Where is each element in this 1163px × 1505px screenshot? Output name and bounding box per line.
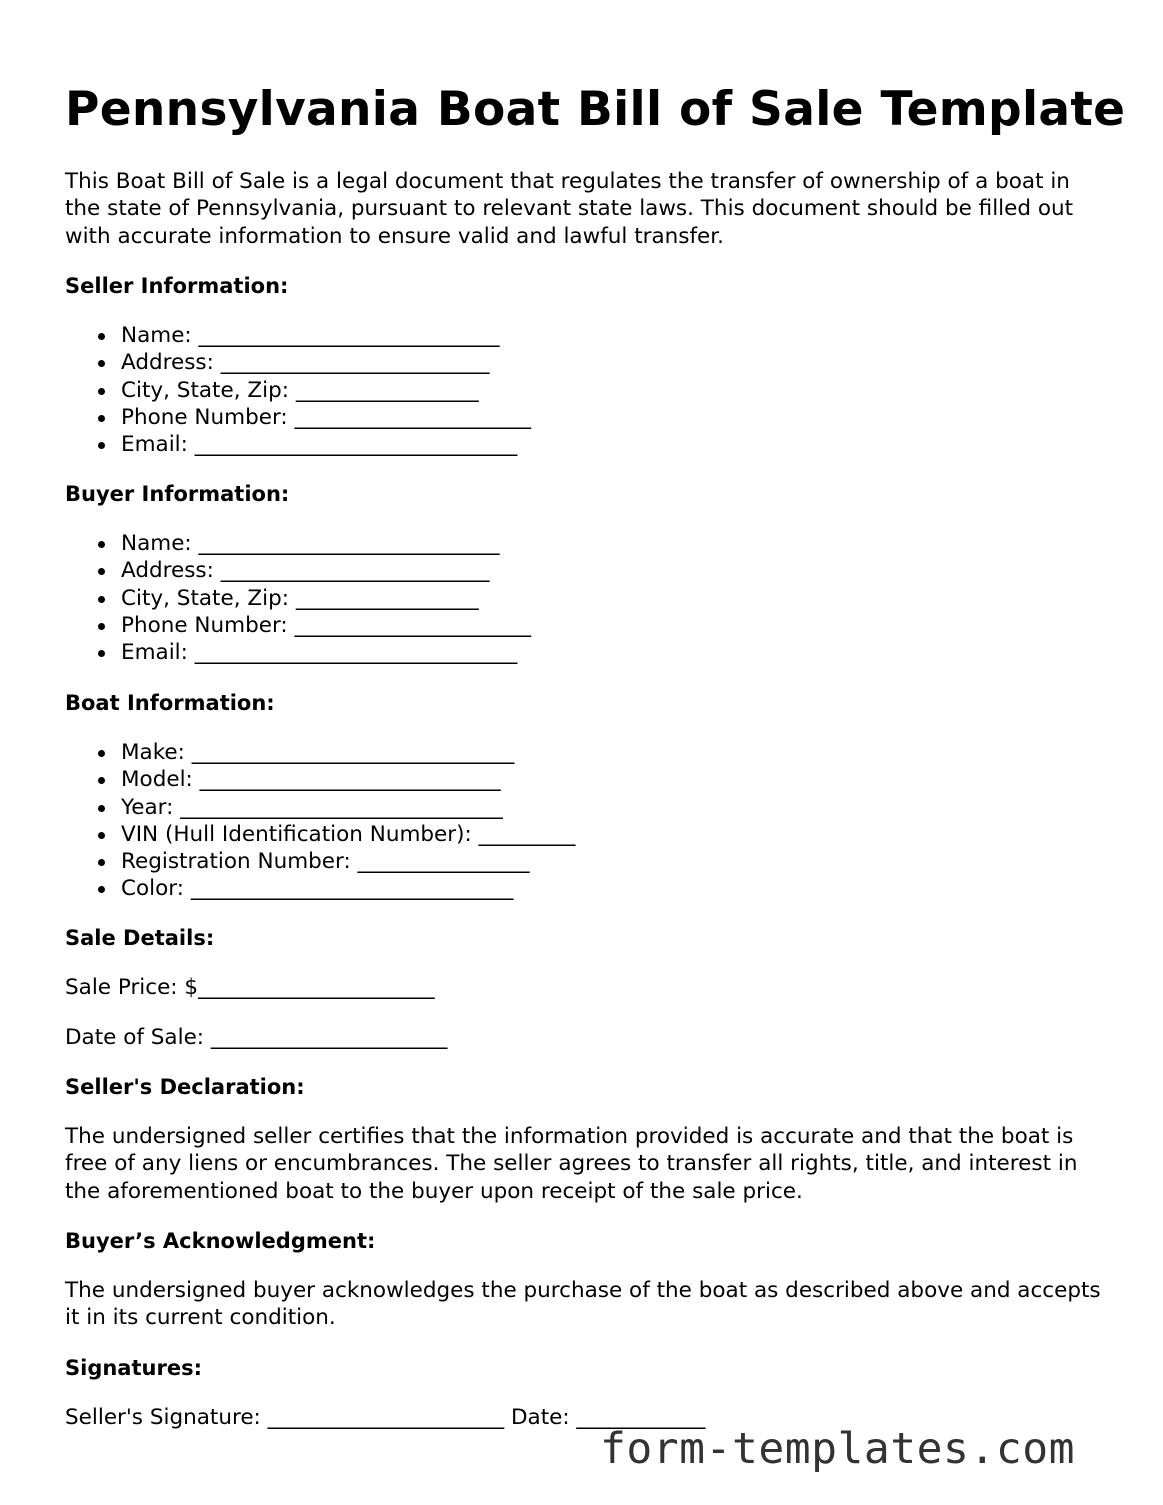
seller-address-field[interactable]: Address: _________________________: [65, 349, 1125, 376]
sale-price-field[interactable]: Sale Price: $______________________: [65, 975, 435, 1000]
bullet-icon: [98, 623, 105, 630]
section-heading: Seller's Declaration:: [65, 1075, 305, 1099]
bullet-icon: [98, 360, 105, 367]
bullet-icon: [98, 415, 105, 422]
buyer-phone-field[interactable]: Phone Number: ______________________: [65, 612, 1125, 639]
seller-name-field[interactable]: Name: ____________________________: [65, 322, 1125, 349]
buyer-address-field[interactable]: Address: _________________________: [65, 557, 1125, 584]
buyer-city-state-zip-field[interactable]: City, State, Zip: _________________: [65, 585, 1125, 612]
bullet-icon: [98, 442, 105, 449]
buyer-fields-list: [65, 530, 1125, 666]
section-heading: Seller Information:: [65, 274, 289, 298]
boat-make-field[interactable]: Make: ______________________________: [65, 739, 1125, 766]
seller-fields-list: [65, 322, 1125, 458]
section-heading: Boat Information:: [65, 691, 275, 715]
page-title: Pennsylvania Boat Bill of Sale Template: [65, 82, 1126, 137]
buyer-information-section: [65, 480, 1125, 666]
section-heading: Buyer’s Acknowledgment:: [65, 1229, 376, 1253]
signatures-section: [65, 1354, 1125, 1431]
section-heading: Buyer Information:: [65, 482, 290, 506]
bullet-icon: [98, 650, 105, 657]
boat-fields-list: [65, 739, 1125, 903]
bullet-icon: [98, 333, 105, 340]
buyer-acknowledgment-section: [65, 1227, 1125, 1332]
bullet-icon: [98, 805, 105, 812]
section-heading: Sale Details:: [65, 926, 215, 950]
bullet-icon: [98, 541, 105, 548]
intro-paragraph: This Boat Bill of Sale is a legal document that regulates the transfer of ownership of a boat in the state of Pennsylvania, pursuant to relevant state laws. This document should be filled out with accurate information to ensure valid and lawful transfer.: [65, 169, 1074, 249]
bullet-icon: [98, 568, 105, 575]
seller-declaration-text: The undersigned seller certifies that the information provided is accurate and that the boat is free of any liens or encumbrances. The seller agrees to transfer all rights, title, and interest in the aforementioned boat to the buyer upon receipt of the sale price.: [65, 1124, 1078, 1204]
buyer-name-field[interactable]: Name: ____________________________: [65, 530, 1125, 557]
section-heading: Signatures:: [65, 1356, 202, 1380]
date-of-sale-field[interactable]: Date of Sale: ______________________: [65, 1024, 448, 1050]
boat-year-field[interactable]: Year: ______________________________: [65, 794, 1125, 821]
bullet-icon: [98, 596, 105, 603]
seller-information-section: [65, 272, 1125, 458]
bullet-icon: [98, 859, 105, 866]
seller-email-field[interactable]: Email: ______________________________: [65, 431, 1125, 458]
seller-city-state-zip-field[interactable]: City, State, Zip: _________________: [65, 377, 1125, 404]
bullet-icon: [98, 388, 105, 395]
watermark-logo: form-templates.com: [600, 1424, 1075, 1474]
boat-color-field[interactable]: Color: ______________________________: [65, 875, 1125, 902]
boat-model-field[interactable]: Model: ____________________________: [65, 766, 1125, 793]
buyer-email-field[interactable]: Email: ______________________________: [65, 639, 1125, 666]
bullet-icon: [98, 886, 105, 893]
seller-phone-field[interactable]: Phone Number: ______________________: [65, 404, 1125, 431]
bullet-icon: [98, 750, 105, 757]
seller-signature-field[interactable]: Seller's Signature: ______________________ Date: ____________: [65, 1405, 706, 1430]
boat-vin-field[interactable]: VIN (Hull Identification Number): _________: [65, 821, 1125, 848]
bullet-icon: [98, 832, 105, 839]
boat-registration-field[interactable]: Registration Number: ________________: [65, 848, 1125, 875]
sale-details-section: [65, 924, 1125, 1051]
boat-information-section: [65, 689, 1125, 903]
buyer-acknowledgment-text: The undersigned buyer acknowledges the purchase of the boat as described above and accepts it in its current condition.: [65, 1278, 1101, 1331]
seller-declaration-section: [65, 1073, 1125, 1205]
bullet-icon: [98, 777, 105, 784]
